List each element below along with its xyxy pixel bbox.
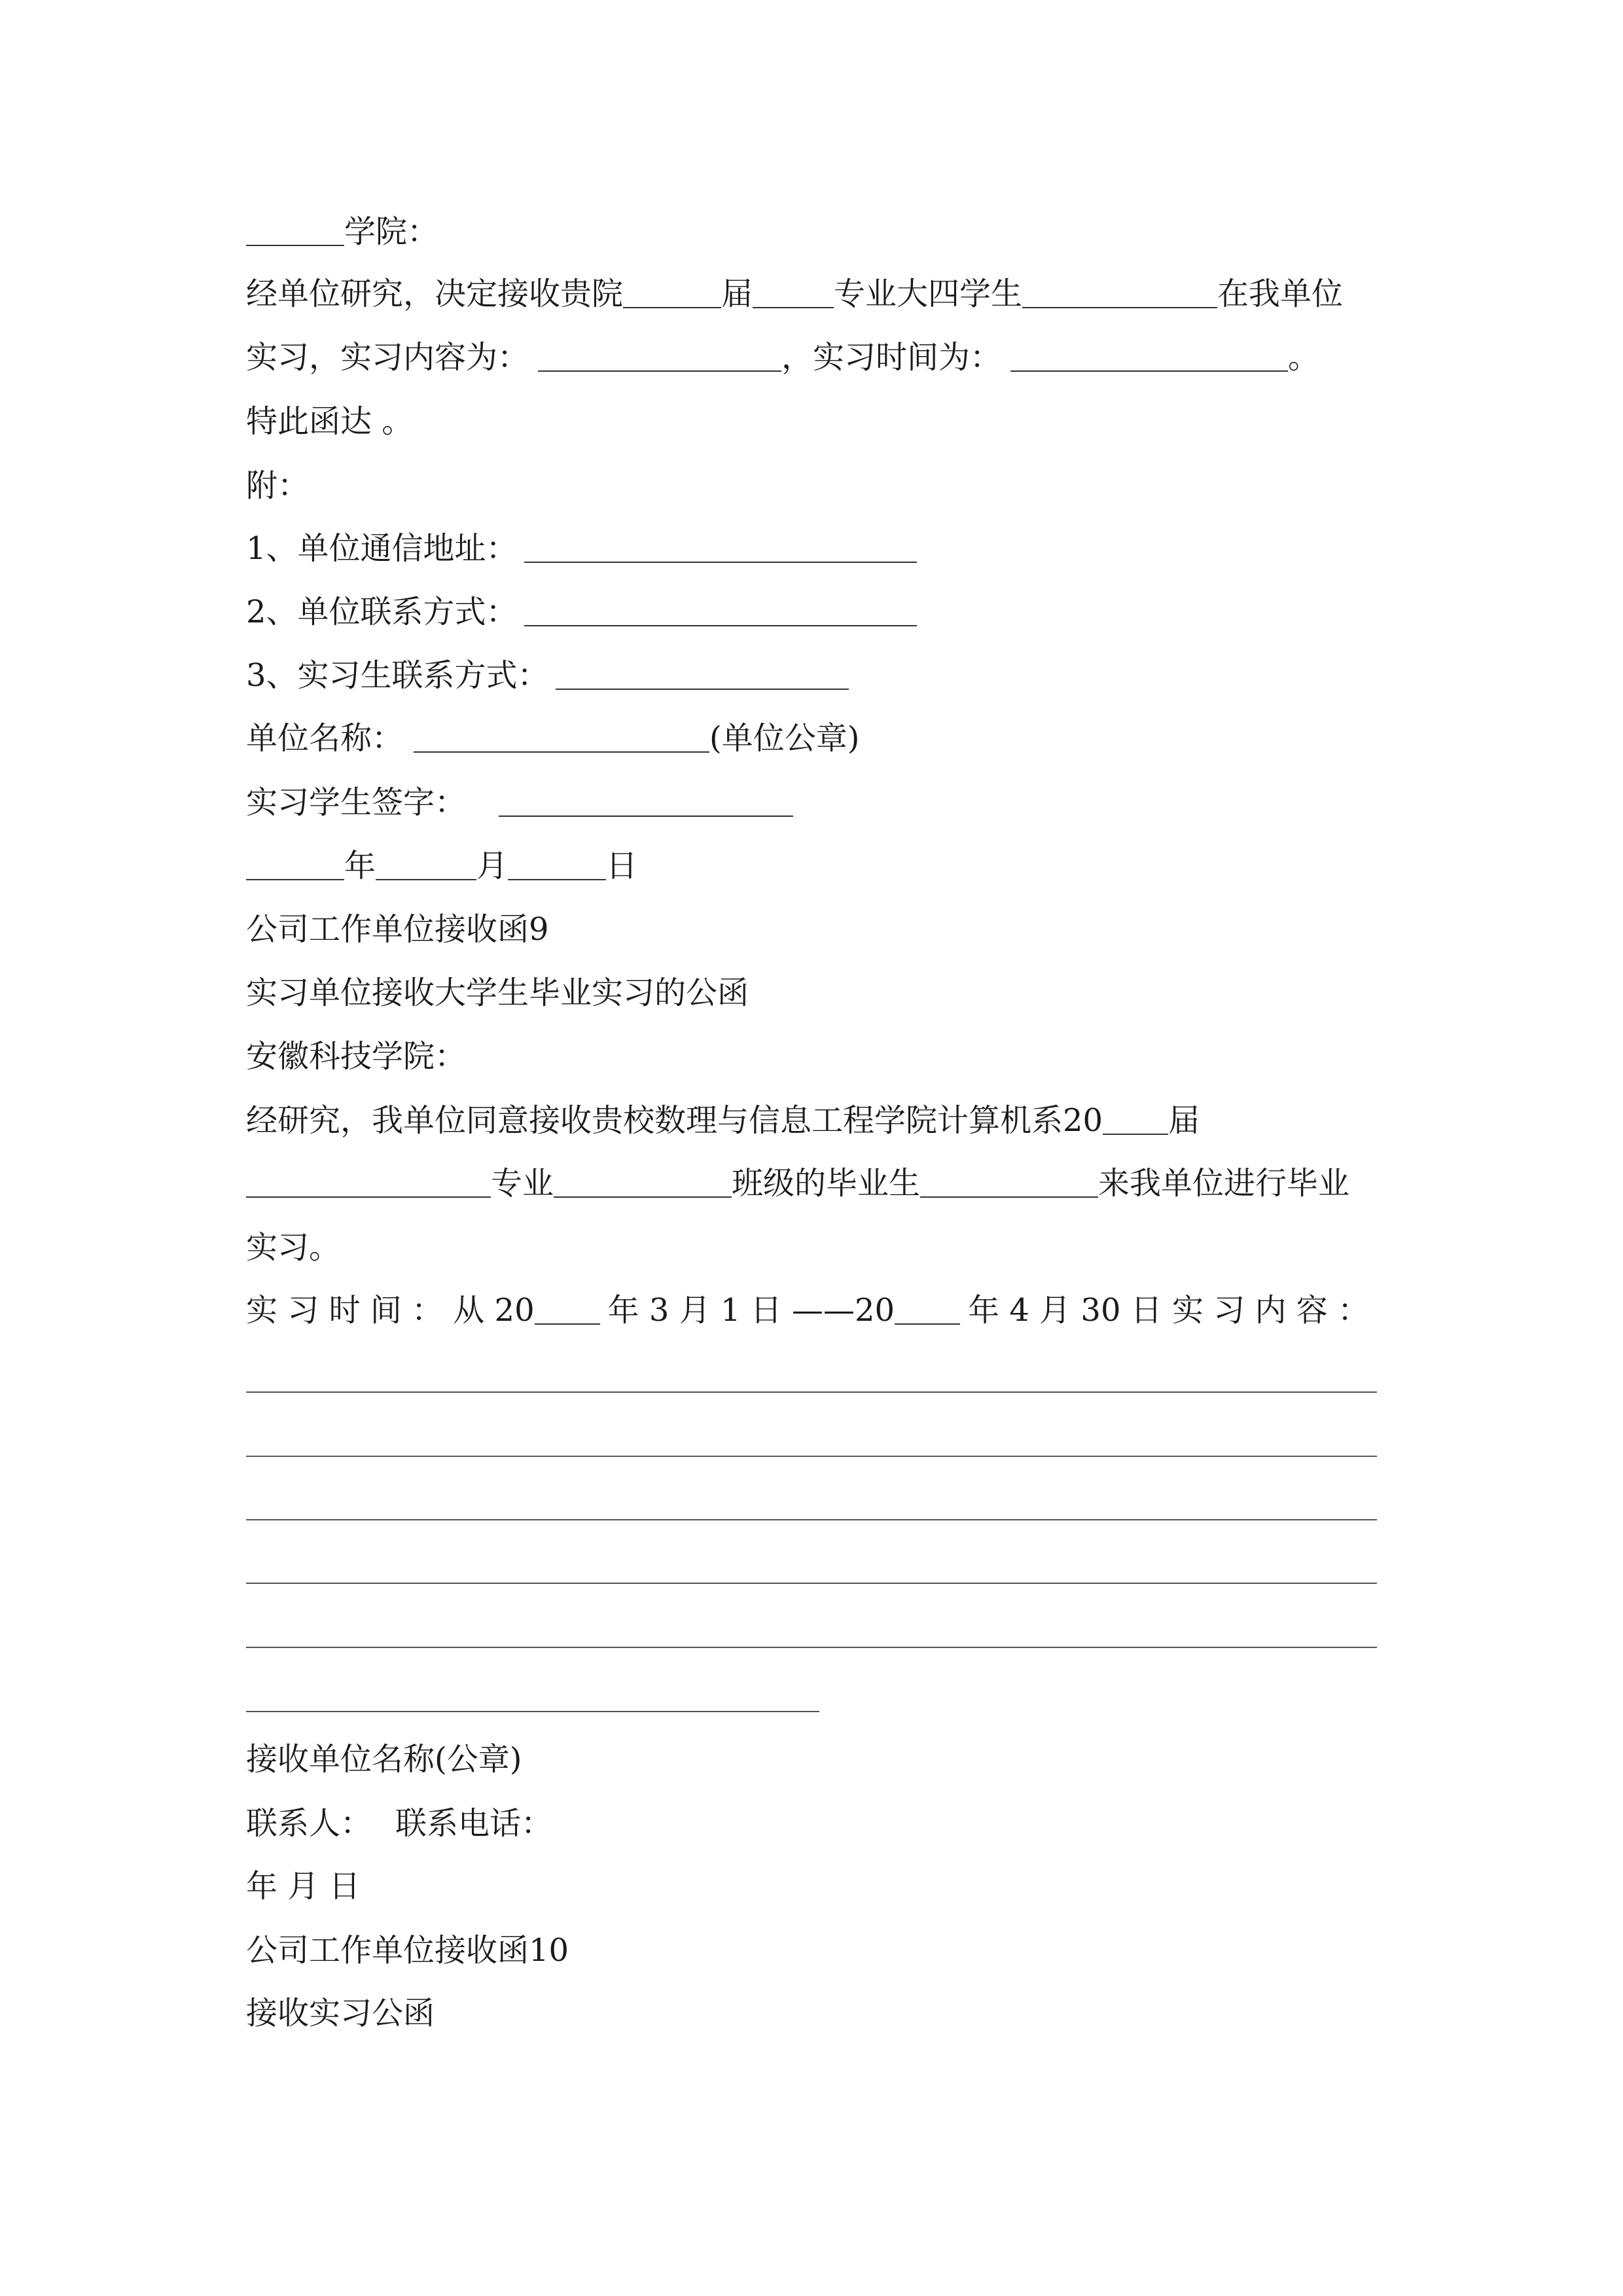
- body-line-1: [246, 270, 1343, 317]
- letter-9-date-line: [246, 1863, 361, 1910]
- letter-9-body-2: [246, 1160, 1349, 1207]
- time-text-b: 年 3 月 1 日 ——20: [607, 1292, 895, 1329]
- letter-10-title: [246, 1990, 435, 2037]
- title-text: 接收实习公函: [246, 1995, 435, 2032]
- unit-name-line: [246, 715, 859, 762]
- body-text-d: 班级的毕业生: [732, 1165, 921, 1202]
- unit-name-label: 单位名称：: [246, 720, 404, 757]
- body-text-c: 专业大四学生: [834, 276, 1023, 312]
- intern-content-blank[interactable]: [538, 334, 781, 372]
- letter-9-heading: [246, 906, 549, 953]
- content-rule-2[interactable]: [246, 1456, 1377, 1457]
- student-sign-line: [246, 779, 793, 826]
- student-sign-blank[interactable]: [499, 779, 793, 817]
- time-text-c: 年 4 月 30 日 实 习 内 容 ：: [968, 1292, 1370, 1329]
- period: 。: [1288, 339, 1320, 376]
- attach-item-1: [246, 525, 917, 572]
- salutation-text: 安徽科技学院：: [246, 1038, 467, 1075]
- class-blank[interactable]: [554, 1160, 732, 1198]
- intern-time-blank[interactable]: [1010, 334, 1288, 372]
- content-rule-5[interactable]: [246, 1647, 1377, 1648]
- salutation-line: [246, 208, 438, 255]
- address-label: 1、单位通信地址：: [246, 530, 518, 567]
- body-text-c: 专业: [491, 1165, 554, 1202]
- body-text-d: 在我单位: [1217, 276, 1344, 312]
- letter-9-body-3: [246, 1224, 340, 1271]
- letter-9-title: [246, 969, 749, 1016]
- class-year-blank[interactable]: [623, 270, 721, 308]
- day-text: 日: [606, 848, 638, 884]
- letter-9-salutation: [246, 1033, 466, 1080]
- start-year-blank[interactable]: [535, 1287, 600, 1325]
- attach-label: 附：: [246, 467, 310, 504]
- major-blank[interactable]: [753, 270, 834, 308]
- content-rule-6[interactable]: [246, 1711, 819, 1712]
- title-text: 实习单位接收大学生毕业实习的公函: [246, 975, 749, 1011]
- unit-contact-blank[interactable]: [524, 588, 917, 626]
- closing-text: 特此函达 。: [246, 403, 414, 440]
- college-blank[interactable]: [246, 208, 344, 246]
- body-line-2: [246, 334, 1319, 381]
- end-year-blank[interactable]: [895, 1287, 960, 1325]
- date-line: [246, 842, 637, 889]
- contact-person-label: 联系人：: [246, 1805, 372, 1842]
- closing-line: [246, 398, 413, 445]
- body-text-f: 实习。: [246, 1229, 341, 1266]
- year-blank[interactable]: [246, 842, 344, 880]
- intern-contact-label: 3、实习生联系方式：: [246, 657, 549, 694]
- unit-contact-label: 2、单位联系方式：: [246, 594, 518, 630]
- heading-text: 公司工作单位接收函9: [246, 911, 549, 948]
- month-text: 月: [476, 848, 508, 884]
- letter-9-body-1: [246, 1097, 1200, 1144]
- address-blank[interactable]: [524, 525, 917, 563]
- body-text-a: 经研究，我单位同意接收贵校数理与信息工程学院计算机系20: [246, 1102, 1103, 1139]
- receiver-label: 接收单位名称(公章): [246, 1741, 522, 1778]
- contact-line: [246, 1800, 552, 1847]
- attach-item-2: [246, 588, 917, 636]
- content-rule-1[interactable]: [246, 1391, 1377, 1393]
- receiver-line: [246, 1736, 522, 1783]
- attach-item-3: [246, 652, 849, 699]
- body-text-e: 来我单位进行毕业: [1098, 1165, 1350, 1202]
- body-text-b: 届: [1168, 1102, 1200, 1139]
- contact-phone-label: 联系电话：: [395, 1805, 553, 1842]
- time-text-a: 实 习 时 间 ： 从 20: [246, 1292, 535, 1329]
- graduate-blank[interactable]: [920, 1160, 1098, 1198]
- heading-text: 公司工作单位接收函10: [246, 1932, 569, 1969]
- class-year-blank[interactable]: [1103, 1097, 1168, 1135]
- attach-line: [246, 462, 309, 509]
- unit-seal-text: (单位公章): [709, 720, 860, 757]
- day-blank[interactable]: [508, 842, 606, 880]
- intern-contact-blank[interactable]: [556, 652, 849, 690]
- date-text: 年 月 日: [246, 1868, 361, 1905]
- body-text-a: 经单位研究，决定接收贵院: [246, 276, 624, 312]
- letter-10-heading: [246, 1927, 569, 1974]
- intern-content-label: 实习，实习内容为：: [246, 339, 529, 376]
- student-name-blank[interactable]: [1022, 270, 1217, 308]
- content-rule-4[interactable]: [246, 1583, 1377, 1584]
- year-text: 年: [344, 848, 376, 884]
- letter-9-time-line: [246, 1287, 1369, 1334]
- intern-time-label: ，实习时间为：: [781, 339, 1002, 376]
- content-rule-3[interactable]: [246, 1519, 1377, 1520]
- month-blank[interactable]: [376, 842, 476, 880]
- unit-name-blank[interactable]: [414, 715, 709, 753]
- major-blank[interactable]: [246, 1160, 491, 1198]
- body-text-b: 届: [721, 276, 753, 312]
- student-sign-label: 实习学生签字：: [246, 784, 467, 821]
- salutation-text: 学院：: [344, 213, 439, 250]
